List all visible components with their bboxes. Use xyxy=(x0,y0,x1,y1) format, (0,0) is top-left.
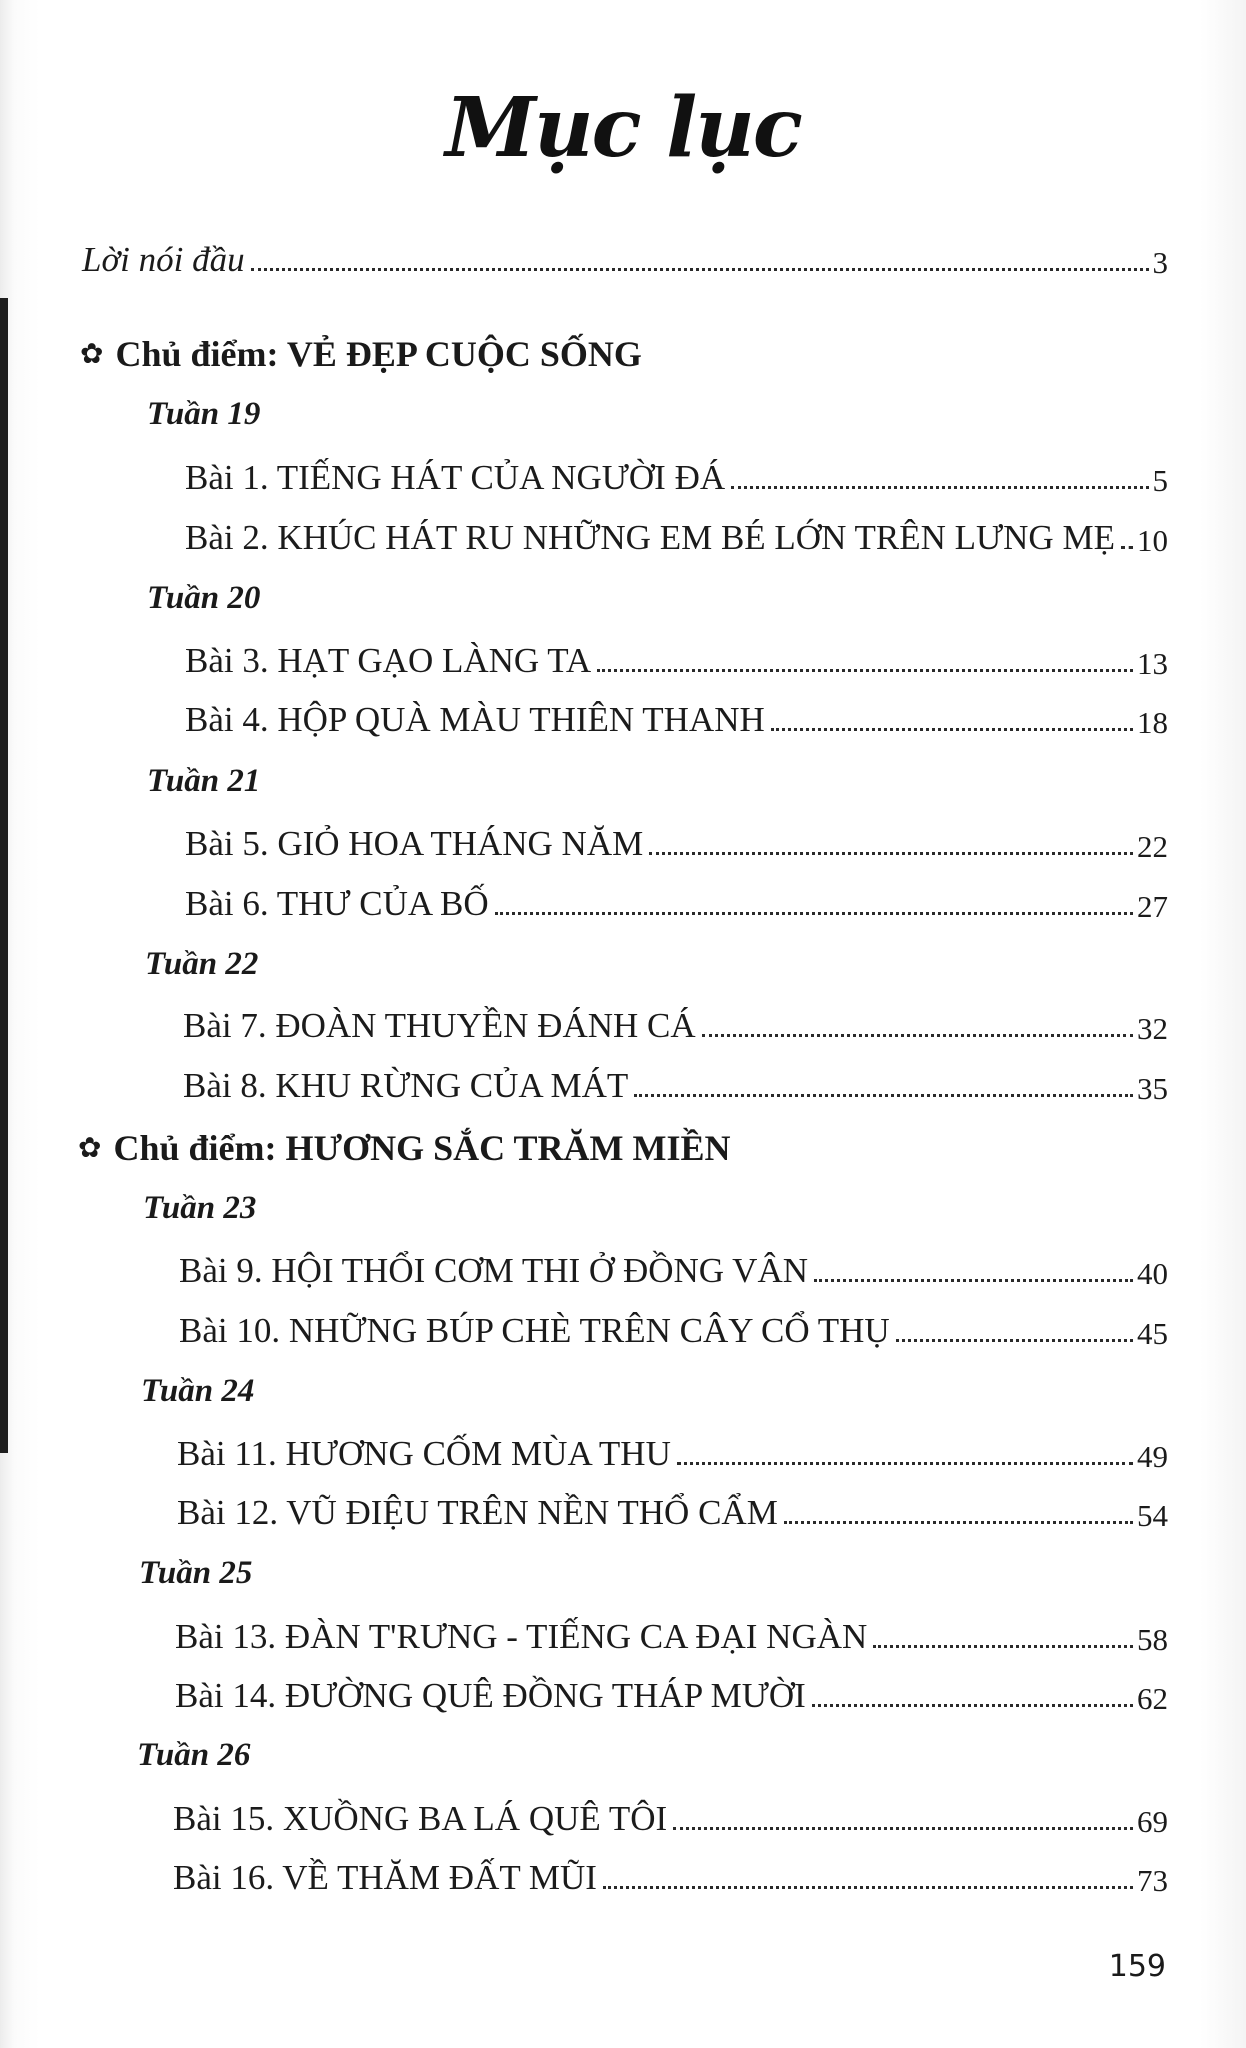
leader-dots xyxy=(649,852,1133,855)
leader-dots xyxy=(814,1279,1133,1282)
toc-entry[interactable] xyxy=(185,518,1168,558)
toc-entry-label: Bài 8. KHU RỪNG CỦA MÁT xyxy=(183,1066,629,1105)
week-heading: Tuần 23 xyxy=(143,1190,257,1226)
toc-page-number: 5 xyxy=(1152,462,1168,498)
toc-entry[interactable] xyxy=(173,1799,1168,1839)
toc-entry[interactable] xyxy=(185,884,1168,924)
toc-entry-label: Bài 12. VŨ ĐIỆU TRÊN NỀN THỔ CẨM xyxy=(177,1493,778,1532)
page-edge-shadow xyxy=(0,298,8,1453)
toc-entry-label: Bài 15. XUỒNG BA LÁ QUÊ TÔI xyxy=(173,1799,668,1838)
leader-dots xyxy=(702,1034,1133,1037)
leader-dots xyxy=(597,669,1133,672)
toc-page-number: 10 xyxy=(1137,522,1168,558)
toc-entry[interactable] xyxy=(177,1493,1168,1533)
flower-icon: ✿ xyxy=(78,1131,102,1164)
leader-dots xyxy=(771,728,1133,731)
leader-dots xyxy=(603,1886,1133,1889)
week-heading: Tuần 24 xyxy=(141,1373,255,1409)
toc-entry-label: Lời nói đầu xyxy=(82,240,245,279)
toc-entry-label: Bài 4. HỘP QUÀ MÀU THIÊN THANH xyxy=(185,700,765,739)
toc-entry[interactable] xyxy=(177,1434,1168,1474)
toc-page-number: 54 xyxy=(1137,1497,1168,1533)
toc-entry[interactable] xyxy=(185,641,1168,681)
toc-entry[interactable] xyxy=(173,1858,1168,1898)
toc-entry-label: Bài 16. VỀ THĂM ĐẤT MŨI xyxy=(173,1858,597,1897)
toc-page-number: 32 xyxy=(1137,1010,1168,1046)
toc-entry-label: Bài 11. HƯƠNG CỐM MÙA THU xyxy=(177,1434,671,1473)
toc-entry-label: Bài 2. KHÚC HÁT RU NHỮNG EM BÉ LỚN TRÊN LƯNG MẸ xyxy=(185,518,1115,557)
toc-entry-label: Bài 14. ĐƯỜNG QUÊ ĐỒNG THÁP MƯỜI xyxy=(175,1676,806,1715)
toc-entry-label: Bài 7. ĐOÀN THUYỀN ĐÁNH CÁ xyxy=(183,1006,696,1045)
toc-entry[interactable] xyxy=(185,824,1168,864)
leader-dots xyxy=(812,1704,1133,1707)
toc-entry-label: Bài 9. HỘI THỔI CƠM THI Ở ĐỒNG VÂN xyxy=(179,1251,809,1290)
toc-page-number: 45 xyxy=(1137,1315,1168,1351)
page-number: 159 xyxy=(1108,1949,1166,1984)
leader-dots xyxy=(495,912,1133,915)
toc-entry[interactable] xyxy=(175,1676,1168,1716)
toc-entry-label: Bài 1. TIẾNG HÁT CỦA NGƯỜI ĐÁ xyxy=(185,458,726,497)
toc-page-number: 69 xyxy=(1137,1803,1168,1839)
week-heading: Tuần 25 xyxy=(139,1555,253,1591)
toc-page-number: 18 xyxy=(1137,704,1168,740)
leader-dots xyxy=(251,268,1149,271)
leader-dots xyxy=(873,1645,1133,1648)
toc-entry[interactable] xyxy=(183,1006,1168,1046)
toc-entry-label: Bài 13. ĐÀN T'RƯNG - TIẾNG CA ĐẠI NGÀN xyxy=(175,1617,868,1656)
toc-entry[interactable] xyxy=(183,1066,1168,1106)
toc-entry-label: Bài 6. THƯ CỦA BỐ xyxy=(185,884,489,923)
leader-dots xyxy=(677,1462,1133,1465)
toc-page-number: 40 xyxy=(1137,1255,1168,1291)
toc-page-number: 13 xyxy=(1137,645,1168,681)
week-heading: Tuần 22 xyxy=(145,946,259,982)
leader-dots xyxy=(731,486,1148,489)
toc-entry-label: Bài 3. HẠT GẠO LÀNG TA xyxy=(185,641,592,680)
week-heading: Tuần 21 xyxy=(147,763,261,799)
toc-page-number: 22 xyxy=(1137,828,1168,864)
section-heading-text: Chủ điểm: VẺ ĐẸP CUỘC SỐNG xyxy=(115,334,642,374)
toc-page-number: 49 xyxy=(1137,1438,1168,1474)
toc-page-number: 58 xyxy=(1137,1621,1168,1657)
section-heading-text: Chủ điểm: HƯƠNG SẮC TRĂM MIỀN xyxy=(113,1128,731,1168)
toc-entry[interactable] xyxy=(185,700,1168,740)
leader-dots xyxy=(1121,546,1133,549)
page-title: Mục lục xyxy=(445,80,801,176)
week-heading: Tuần 20 xyxy=(147,580,261,616)
toc-entry-label: Bài 10. NHỮNG BÚP CHÈ TRÊN CÂY CỔ THỤ xyxy=(179,1311,890,1350)
week-heading: Tuần 26 xyxy=(137,1737,251,1773)
section-heading xyxy=(80,333,642,375)
toc-entry[interactable] xyxy=(185,458,1168,498)
flower-icon: ✿ xyxy=(80,337,104,370)
leader-dots xyxy=(896,1339,1133,1342)
toc-entry[interactable] xyxy=(179,1311,1168,1351)
leader-dots xyxy=(673,1827,1133,1830)
toc-page-number: 35 xyxy=(1137,1070,1168,1106)
toc-entry[interactable] xyxy=(175,1617,1168,1657)
toc-entry-intro[interactable] xyxy=(82,240,1168,280)
toc-page-number: 73 xyxy=(1137,1862,1168,1898)
toc-page-number: 62 xyxy=(1137,1680,1168,1716)
toc-entry[interactable] xyxy=(179,1251,1168,1291)
toc-page-number: 27 xyxy=(1137,888,1168,924)
section-heading xyxy=(78,1127,731,1169)
leader-dots xyxy=(634,1094,1133,1097)
toc-entry-label: Bài 5. GIỎ HOA THÁNG NĂM xyxy=(185,824,644,863)
leader-dots xyxy=(784,1521,1133,1524)
toc-page-number: 3 xyxy=(1152,244,1168,280)
week-heading: Tuần 19 xyxy=(147,396,261,432)
